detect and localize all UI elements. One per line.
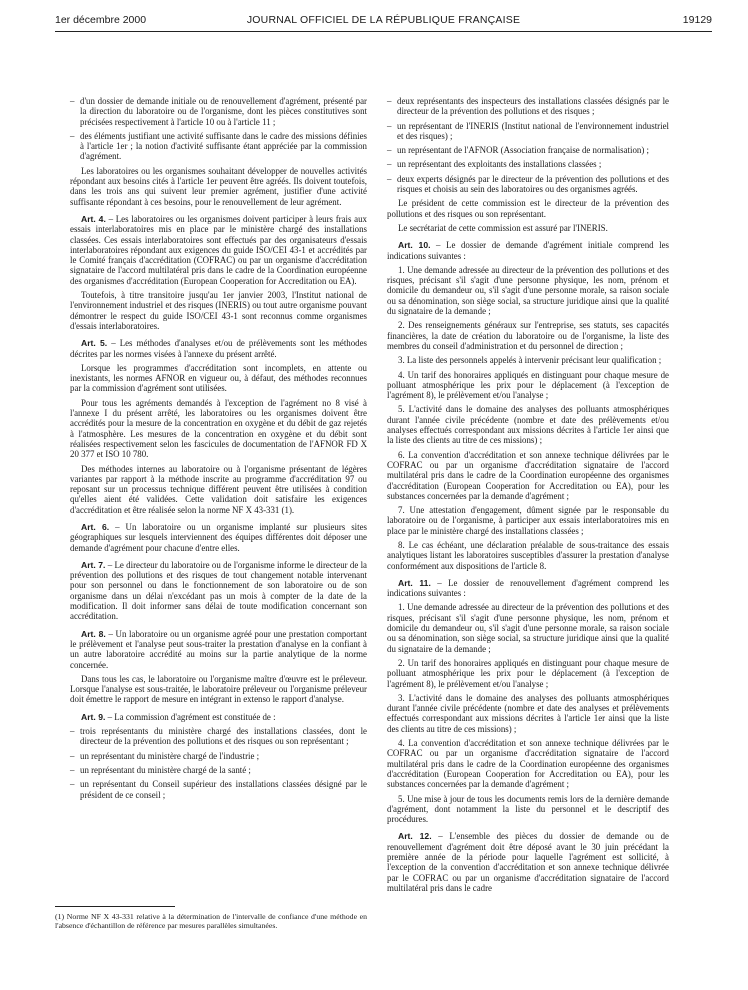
- list-item-text: des éléments justifiant une activité suffisante dans le cadre des missions définies à l'article 1er ; la notion d'activité suffisante étant appréciée par la commission d'agrément.: [80, 130, 367, 162]
- paragraph: 2. Des renseignements généraux sur l'entreprise, ses statuts, ses capacités financières, la date de création du laboratoire ou de l'organisme, la liste des membres du conseil d'administration et du personnel de direction ;: [387, 320, 669, 351]
- dash-bullet: –: [70, 764, 75, 775]
- left-column: [70, 96, 367, 804]
- paragraph: Des méthodes internes au laboratoire ou à l'organisme présentant de légères variantes par rapport à la méthode inscrite au programme d'accréditation 97 ou reposant sur un processus technique différent peuvent être utilisées à condition qu'elles aient été validées. Cette validation doit satisfaire les exigences d'accréditation et être réalisée selon la norme NF X 43-331 (1).: [70, 463, 367, 515]
- dash-bullet: –: [70, 130, 75, 141]
- article-heading: Art. 4.: [81, 213, 106, 224]
- article-heading: Art. 11.: [398, 577, 431, 588]
- article-heading: Art. 12.: [398, 831, 432, 842]
- article: Art. 6. – Un laboratoire ou un organisme implanté sur plusieurs sites géographiques sur lesquels interviennent des équipes différentes doit déposer une demande d'agrément pour chacune d'entre elles.: [70, 521, 368, 553]
- paragraph: 5. L'activité dans le domaine des analyses des polluants atmosphériques durant l'année civile précédente (nombre et date des prélèvements et/ou analyses effectués correspondant aux missions décrites à l'article 1er ainsi que la liste des clients au titre de ces missions) ;: [387, 404, 669, 446]
- dash-bullet: –: [387, 145, 392, 156]
- list-item-text: un représentant de l'AFNOR (Association française de normalisation) ;: [397, 145, 650, 156]
- dash-bullet: –: [70, 726, 75, 737]
- article-heading: Art. 10.: [398, 240, 431, 251]
- article: Art. 8. – Un laboratoire ou un organisme agréé pour une prestation comportant le prélèvement et l'analyse peut sous-traiter la prestation d'analyse en la confiant à un autre laboratoire accrédité au moins sur la partie analytique de la norme concernée.: [70, 628, 367, 670]
- article: Art. 5. – Les méthodes d'analyses et/ou de prélèvements sont les méthodes décrites par les normes visées à l'annexe du présent arrêté.: [70, 338, 367, 359]
- footnote: [55, 912, 367, 930]
- paragraph: 5. Une mise à jour de tous les documents remis lors de la dernière demande d'agrément, dont notamment la liste du personnel et le descriptif des procédures.: [387, 793, 669, 825]
- article-text: Le dossier de renouvellement d'agrément comprend les indications suivantes :: [387, 577, 669, 599]
- article: Art. 4. – Les laboratoires ou les organismes doivent participer à leurs frais aux essais interlaboratoires mis en place par le ministère chargé des installations classées. Ces essais interlaboratoires sont effectués par des organisateurs d'essais interlaboratoires répondant aux exigences du guide ISO/CEI 43-1 et accrédités par le Comité français d'accréditation (COFRAC) ou par un organisme d'accréditation signataire de l'accord multilatéral pris dans le cadre de la Coordination européenne des organismes d'accréditation (European Cooperation for Accreditation ou EA).: [70, 213, 367, 286]
- dash-bullet: –: [70, 750, 75, 761]
- dash-bullet: –: [387, 96, 392, 106]
- list-item: [387, 159, 669, 169]
- footnote-text: (1) Norme NF X 43-331 relative à la détermination de l'intervalle de confiance d'une méthode en l'absence d'échantillon de référence par mesures parallèles simultanées.: [55, 912, 367, 931]
- article-heading: Art. 5.: [81, 338, 108, 349]
- paragraph: 7. Une attestation d'engagement, dûment signée par le responsable du laboratoire ou de l'organisme, à participer aux essais interlaboratoires mis en place par le ministère chargé des installations classées ;: [387, 505, 669, 536]
- list-item-text: un représentant du ministère chargé de l'industrie ;: [80, 750, 260, 761]
- paragraph: 3. L'activité dans le domaine des analyses des polluants atmosphériques durant l'année civile précédente (nombre et date des analyses et prélèvements effectués correspondant aux missions décrites à l'article 1er ainsi que la liste des clients au titre de ces missions) ;: [387, 692, 669, 734]
- list-item: [70, 765, 367, 775]
- article-heading: Art. 9.: [81, 711, 106, 722]
- paragraph: 2. Un tarif des honoraires appliqués en distinguant pour chaque mesure de polluant atmosphérique les prix pour le déplacement (à l'exception de l'agrément 8), le prélèvement et/ou l'analyse ;: [387, 657, 669, 689]
- header-date: 1er décembre 2000: [55, 14, 147, 26]
- article: Art. 9. – La commission d'agrément est constituée de :: [81, 711, 276, 722]
- article: Art. 10. – Le dossier de demande d'agrément initiale comprend les indications suivantes :: [387, 240, 669, 261]
- list-item: [387, 121, 669, 142]
- list-item-text: deux experts désignés par le directeur de la prévention des pollutions et des risques et choisis au sein des laboratoires ou des organismes agréés.: [397, 173, 669, 195]
- list-item: [70, 751, 367, 761]
- article-heading: Art. 6.: [81, 521, 110, 532]
- paragraph: Toutefois, à titre transitoire jusqu'au 1er janvier 2003, l'Institut national de l'environnement industriel et des risques (INERIS) ou tout autre organisme pouvant démontrer le respect du guide ISO/CEI 43-1 sont reconnus comme organismes d'essais interlaboratoires.: [70, 290, 367, 331]
- list-item: [387, 96, 669, 117]
- paragraph: Lorsque les programmes d'accréditation sont incomplets, en attente ou inexistants, les normes AFNOR en vigueur ou, à défaut, des méthodes reconnues par la commission d'agrément sont utilisées.: [70, 362, 367, 394]
- list-item: [70, 131, 367, 162]
- article-text: Les laboratoires ou les organismes doivent participer à leurs frais aux essais interlaboratoires mis en place par le ministère chargé des installations classées. Ces essais interlaboratoires sont effectués par des organisateurs d'essais interlaboratoires répondant aux exigences du guide ISO/CEI 43-1 et accrédités par le Comité français d'accréditation (COFRAC) ou par un organisme d'accréditation signataire de l'accord multilatéral pris dans le cadre de la Coordination européenne des organismes d'accréditation (European Cooperation for Accreditation ou EA).: [70, 213, 367, 286]
- article-text: L'ensemble des pièces du dossier de demande ou de renouvellement d'agrément doit être déposé avant le 30 juin précédant la première année de la période pour laquelle l'agrément est sollicité, à l'exception de la convention d'accréditation et son annexe technique délivrée par le COFRAC ou par un organisme d'accréditation signataire de l'accord multilatéral pris dans le cadre: [387, 831, 669, 893]
- list-item-text: un représentant des exploitants des installations classées ;: [397, 159, 602, 170]
- dash-bullet: –: [70, 96, 75, 106]
- article-heading: Art. 7.: [81, 559, 106, 570]
- article-heading: Art. 8.: [81, 628, 106, 639]
- article: Art. 12. – L'ensemble des pièces du dossier de demande ou de renouvellement d'agrément doit être déposé avant le 30 juin précédant la première année de la période pour laquelle l'agrément est sollicité, à l'exception de la convention d'accréditation et son annexe technique délivrée par le COFRAC ou par un organisme d'accréditation signataire de l'accord multilatéral pris dans le cadre: [387, 831, 669, 893]
- right-column: [387, 96, 669, 897]
- paragraph: Dans tous les cas, le laboratoire ou l'organisme maître d'œuvre est le préleveur. Lorsque l'analyse est sous-traitée, le laboratoire préleveur ou l'organisme préleveur doit émettre le rapport de mesure en intégrant in extenso le rapport d'analyse.: [70, 673, 367, 705]
- article-text: Un laboratoire ou un organisme agréé pour une prestation comportant le prélèvement et l'analyse peut sous-traiter la prestation d'analyse en la confiant à un autre laboratoire accrédité au moins sur la partie analytique de la norme concernée.: [70, 628, 367, 670]
- paragraph: 4. La convention d'accréditation et son annexe technique délivrées par le COFRAC ou par un organisme d'accréditation signataire de l'accord multilatéral pris dans le cadre de la Coordination européenne des organismes d'accréditation (European Cooperation for Accreditation ou EA), pour les substances concernées par la demande d'agrément ;: [387, 738, 669, 790]
- list-item-text: deux représentants des inspecteurs des installations classées désignés par le directeur de la prévention des pollutions et des risques ;: [397, 96, 669, 117]
- paragraph: 6. La convention d'accréditation et son annexe technique délivrées par le COFRAC ou par un organisme d'accréditation signataire de l'accord multilatéral pris dans le cadre de la Coordination européenne des organismes d'accréditation (European Cooperation for Accreditation ou EA), pour les substances concernées par la demande d'agrément ;: [387, 449, 669, 501]
- article: Art. 7. – Le directeur du laboratoire ou de l'organisme informe le directeur de la prévention des pollutions et des risques de tout changement notable intervenant pour son personnel ou dans le fonctionnement de son laboratoire ou de son organisme dans un délai n'excédant pas un mois à compter de la date de la modification. Il doit informer sans délai de toute modification concernant son accréditation.: [70, 559, 368, 622]
- paragraph: 1. Une demande adressée au directeur de la prévention des pollutions et des risques, précisant s'il s'agit d'une personne physique, les nom, prénom et domicile du demandeur ou, s'il s'agit d'une personne morale, sa raison sociale ou sa dénomination, son siège social, sa structure juridique ainsi que la qualité du signataire de la demande ;: [387, 264, 669, 317]
- journal-title: JOURNAL OFFICIEL DE LA RÉPUBLIQUE FRANÇAISE: [246, 14, 521, 26]
- paragraph: 1. Une demande adressée au directeur de la prévention des pollutions et des risques, précisant s'il s'agit d'une personne physique, les nom, prénom et domicile du demandeur ou, s'il s'agit d'une personne morale, sa raison sociale ou sa dénomination, son siège social, sa structure juridique ainsi que la qualité du signataire de la demande ;: [387, 602, 669, 654]
- paragraph: Le secrétariat de cette commission est assuré par l'INERIS.: [398, 222, 608, 233]
- list-item-text: un représentant du Conseil supérieur des installations classées désigné par le président de ce conseil ;: [80, 779, 367, 800]
- list-item: [70, 779, 367, 800]
- paragraph: Le président de cette commission est le directeur de la prévention des pollutions et des risques ou son représentant.: [387, 198, 669, 219]
- dash-bullet: –: [387, 120, 392, 131]
- list-item-text: un représentant du ministère chargé de la santé ;: [80, 764, 251, 775]
- page-header: [55, 12, 712, 28]
- paragraph: 3. La liste des personnels appelés à intervenir précisant leur qualification ;: [398, 355, 662, 366]
- article-text: Le directeur du laboratoire ou de l'organisme informe le directeur de la prévention des pollutions et des risques de tout changement notable intervenant pour son personnel ou dans le fonctionnement de son laboratoire ou de son organisme dans un délai n'excédant pas un mois à compter de la date de la modification. Il doit informer sans délai de toute modification concernant son accréditation.: [70, 559, 368, 622]
- list-item: [387, 145, 669, 155]
- list-item-text: un représentant de l'INERIS (Institut national de l'environnement industriel et des risques) ;: [397, 120, 669, 141]
- page-number: 19129: [682, 14, 712, 26]
- article-text: Un laboratoire ou un organisme implanté sur plusieurs sites géographiques sur lesquels interviennent des équipes différentes doit déposer une demande d'agrément pour chacune d'entre elles.: [70, 521, 368, 553]
- dash-bullet: –: [387, 159, 392, 170]
- article-text: Les méthodes d'analyses et/ou de prélèvements sont les méthodes décrites par les normes visées à l'annexe du présent arrêté.: [70, 338, 367, 359]
- list-item: [70, 726, 367, 747]
- paragraph: 4. Un tarif des honoraires appliqués en distinguant pour chaque mesure de polluant atmosphérique les prix pour le déplacement (à l'exception de l'agrément 8), le prélèvement et/ou l'analyse ;: [387, 369, 669, 401]
- header-rule: [55, 31, 712, 32]
- list-item: [70, 96, 367, 127]
- paragraph: 8. Le cas échéant, une déclaration préalable de sous-traitance des essais analytiques listant les laboratoires susceptibles d'assurer la prestation d'analyse conformément aux dispositions de l'article 8.: [387, 539, 669, 571]
- paragraph: Les laboratoires ou les organismes souhaitant développer de nouvelles activités répondant aux besoins cités à l'article 1er peuvent être agréés. Ils doivent toutefois, dans les trois ans qui suivent leur premier agrément, justifier d'une activité suffisante répondant à ces besoins, pour le renouvellement de leur agrément.: [70, 165, 367, 207]
- list-item-text: d'un dossier de demande initiale ou de renouvellement d'agrément, présenté par la direction du laboratoire ou de l'organisme, dont les pièces constitutives sont précisées respectivement à l'article 10 ou à l'article 11 ;: [80, 96, 367, 127]
- footnote-rule: [55, 906, 175, 907]
- article: Art. 11. – Le dossier de renouvellement d'agrément comprend les indications suivantes :: [387, 577, 669, 599]
- article-text: Le dossier de demande d'agrément initiale comprend les indications suivantes :: [387, 240, 669, 261]
- paragraph: Pour tous les agréments demandés à l'exception de l'agrément no 8 visé à l'annexe I du présent arrêté, les laboratoires ou les organismes doivent être accrédités pour la mesure de la concentration en oxygène et du débit de gaz rejetés à l'atmosphère. Les mesures de la concentration en oxygène et du débit sont réalisées respectivement selon les fascicules de documentation de l'AFNOR FD X 20 377 et ISO 10 780.: [70, 397, 367, 460]
- list-item-text: trois représentants du ministère chargé des installations classées, dont le directeur de la prévention des pollutions et des risques ou son représentant ;: [80, 726, 367, 747]
- dash-bullet: –: [387, 173, 392, 184]
- dash-bullet: –: [70, 779, 75, 790]
- list-item: [387, 174, 669, 195]
- article-text: La commission d'agrément est constituée de :: [114, 711, 276, 722]
